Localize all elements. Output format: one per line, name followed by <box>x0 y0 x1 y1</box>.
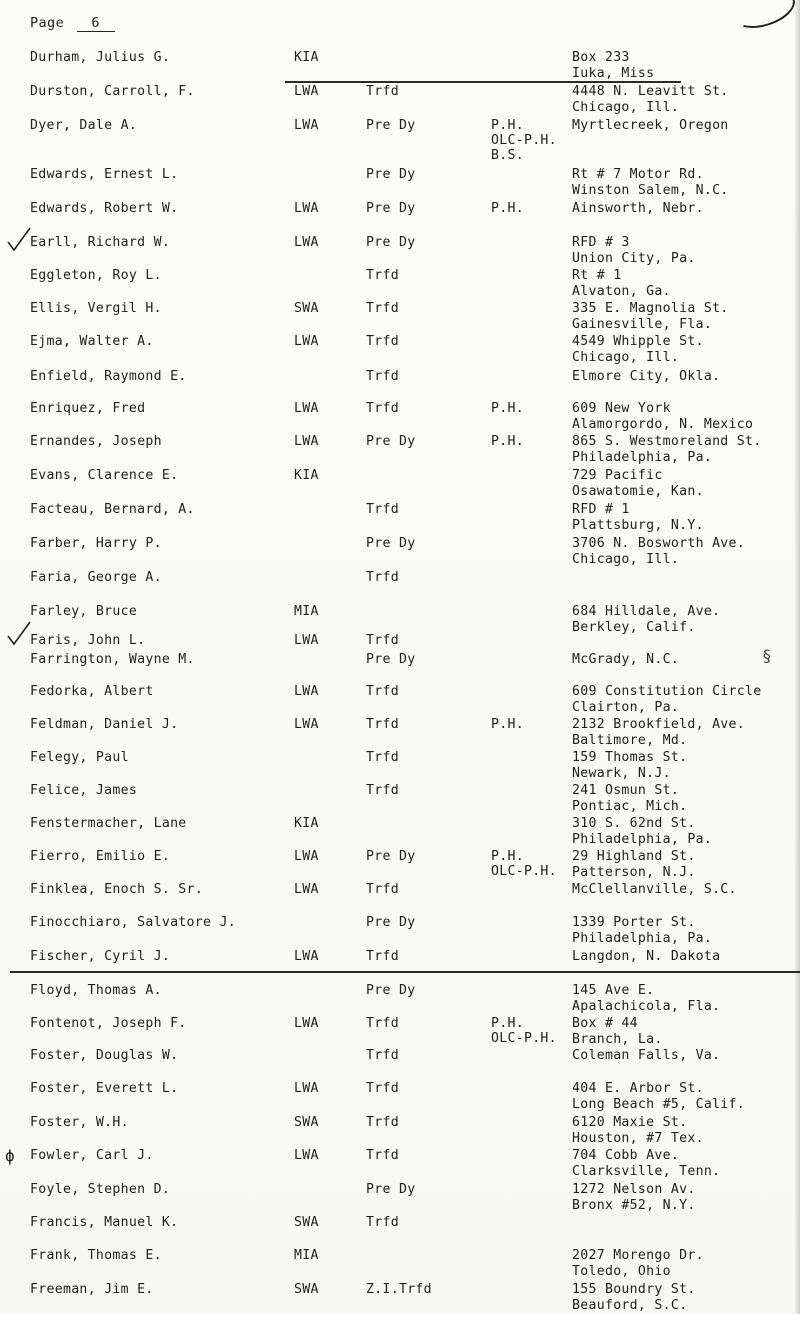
medal-entry: P.H. <box>491 849 524 864</box>
address-block <box>572 1081 745 1112</box>
address-line: 159 Thomas St. <box>572 750 688 765</box>
person-name: Foster, Douglas W. <box>30 1048 179 1063</box>
medal-entry: P.H. <box>491 1016 524 1031</box>
address-line: Newark, N.J. <box>572 765 671 781</box>
casualty-status: LWA <box>294 118 319 133</box>
address-line: Langdon, N. Dakota <box>572 949 721 964</box>
person-name: Frank, Thomas E. <box>30 1248 162 1263</box>
address-block <box>572 816 712 847</box>
disposition: Pre Dy <box>366 915 416 930</box>
person-name: Farrington, Wayne M. <box>30 652 195 667</box>
address-block <box>572 235 696 266</box>
person-name: Ernandes, Joseph <box>30 434 162 449</box>
disposition: Pre Dy <box>366 167 416 182</box>
person-name: Felice, James <box>30 783 138 798</box>
address-block <box>572 268 671 299</box>
check-icon <box>6 620 32 646</box>
address-line: 6120 Maxie St. <box>572 1115 688 1130</box>
casualty-status: MIA <box>294 604 319 619</box>
casualty-status: SWA <box>294 301 319 316</box>
address-line: Clarksville, Tenn. <box>572 1163 721 1179</box>
address-line: Box # 44 <box>572 1016 638 1031</box>
person-name: Enriquez, Fred <box>30 401 146 416</box>
table-row <box>0 334 800 374</box>
address-block <box>572 167 729 198</box>
disposition: Trfd <box>366 334 399 349</box>
address-line: RFD # 1 <box>572 502 630 517</box>
person-name: Foyle, Stephen D. <box>30 1182 171 1197</box>
address-block <box>572 983 720 1014</box>
address-block <box>572 1048 720 1064</box>
address-block <box>572 849 696 880</box>
medal-entry: OLC-P.H. <box>491 133 557 148</box>
address-block <box>572 652 679 668</box>
address-line: Iuka, Miss <box>572 65 655 81</box>
person-name: Feldman, Daniel J. <box>30 717 179 732</box>
casualty-status: LWA <box>294 401 319 416</box>
address-block <box>572 1115 704 1146</box>
page-number: 6 <box>77 15 115 32</box>
casualty-status: LWA <box>294 434 319 449</box>
casualty-status: SWA <box>294 1215 319 1230</box>
address-line: Box 233 <box>572 50 630 65</box>
address-line: Union City, Pa. <box>572 250 696 266</box>
casualty-status: LWA <box>294 949 319 964</box>
person-name: Farley, Bruce <box>30 604 138 619</box>
address-line: Rt # 7 Motor Rd. <box>572 167 704 182</box>
disposition: Trfd <box>366 502 399 517</box>
casualty-status: SWA <box>294 1115 319 1130</box>
address-block <box>572 1016 663 1047</box>
casualty-status: LWA <box>294 882 319 897</box>
address-line: Beauford, S.C. <box>572 1297 688 1313</box>
medal-entry: P.H. <box>491 118 524 133</box>
medal-list <box>491 201 524 216</box>
disposition: Trfd <box>366 84 399 99</box>
address-block <box>572 50 654 81</box>
address-line: 2132 Brookfield, Ave. <box>572 717 746 732</box>
casualty-status: LWA <box>294 849 319 864</box>
disposition: Trfd <box>366 750 399 765</box>
address-block <box>572 401 753 432</box>
address-line: 335 E. Magnolia St. <box>572 301 729 316</box>
casualty-status: KIA <box>294 816 319 831</box>
address-block <box>572 369 720 385</box>
address-line: Chicago, Ill. <box>572 551 680 567</box>
person-name: Durham, Julius G. <box>30 50 171 65</box>
person-name: Francis, Manuel K. <box>30 1215 179 1230</box>
address-line: Patterson, N.J. <box>572 864 696 880</box>
address-block <box>572 1282 696 1313</box>
casualty-status: LWA <box>294 633 319 648</box>
medal-list <box>491 717 524 732</box>
casualty-status: SWA <box>294 1282 319 1297</box>
disposition: Trfd <box>366 717 399 732</box>
margin-symbol: ϕ <box>5 1146 15 1165</box>
address-block <box>572 334 704 365</box>
ink-mark: § <box>762 646 772 665</box>
disposition: Trfd <box>366 1148 399 1163</box>
address-line: McGrady, N.C. <box>572 652 680 667</box>
address-line: 1272 Nelson Av. <box>572 1182 696 1197</box>
address-block <box>572 468 704 499</box>
person-name: Durston, Carroll, F. <box>30 84 195 99</box>
address-line: Elmore City, Okla. <box>572 369 721 384</box>
address-line: 865 S. Westmoreland St. <box>572 434 762 449</box>
person-name: Fowler, Carl J. <box>30 1148 154 1163</box>
address-block <box>572 915 712 946</box>
address-line: 4549 Whipple St. <box>572 334 704 349</box>
address-line: 704 Cobb Ave. <box>572 1148 680 1163</box>
address-line: Gainesville, Fla. <box>572 316 713 332</box>
address-line: Apalachicola, Fla. <box>572 998 721 1014</box>
person-name: Farber, Harry P. <box>30 536 162 551</box>
medal-entry: OLC-P.H. <box>491 1031 557 1046</box>
person-name: Ellis, Vergil H. <box>30 301 162 316</box>
address-line: 404 E. Arbor St. <box>572 1081 704 1096</box>
address-line: Plattsburg, N.Y. <box>572 517 704 533</box>
address-block <box>572 1182 696 1213</box>
address-line: 310 S. 62nd St. <box>572 816 696 831</box>
disposition: Pre Dy <box>366 434 416 449</box>
address-block <box>572 750 687 781</box>
medal-list <box>491 118 557 163</box>
person-name: Evans, Clarence E. <box>30 468 179 483</box>
disposition: Trfd <box>366 401 399 416</box>
address-line: 1339 Porter St. <box>572 915 696 930</box>
casualty-status: LWA <box>294 1148 319 1163</box>
address-line: Pontiac, Mich. <box>572 798 688 814</box>
person-name: Dyer, Dale A. <box>30 118 138 133</box>
disposition: Pre Dy <box>366 536 416 551</box>
address-line: Berkley, Calif. <box>572 619 696 635</box>
address-line: 684 Hilldale, Ave. <box>572 604 721 619</box>
casualty-status: LWA <box>294 201 319 216</box>
person-name: Eggleton, Roy L. <box>30 268 162 283</box>
disposition: Trfd <box>366 369 399 384</box>
address-line: Philadelphia, Pa. <box>572 831 713 847</box>
medal-entry: P.H. <box>491 401 524 416</box>
address-line: 155 Boundry St. <box>572 1282 696 1297</box>
disposition: Trfd <box>366 882 399 897</box>
medal-entry: OLC-P.H. <box>491 864 557 879</box>
address-block <box>572 684 762 715</box>
address-line: Branch, La. <box>572 1031 663 1047</box>
disposition: Z.I.Trfd <box>366 1282 432 1297</box>
person-name: Finklea, Enoch S. Sr. <box>30 882 204 897</box>
disposition: Trfd <box>366 570 399 585</box>
casualty-status: LWA <box>294 717 319 732</box>
disposition: Trfd <box>366 783 399 798</box>
address-line: 3706 N. Bosworth Ave. <box>572 536 746 551</box>
person-name: Floyd, Thomas A. <box>30 983 162 998</box>
address-line: Houston, #7 Tex. <box>572 1130 704 1146</box>
disposition: Pre Dy <box>366 983 416 998</box>
table-row <box>0 118 800 163</box>
address-line: RFD # 3 <box>572 235 630 250</box>
address-line: Myrtlecreek, Oregon <box>572 118 729 133</box>
address-line: Philadelphia, Pa. <box>572 449 713 465</box>
address-block <box>572 84 729 115</box>
disposition: Trfd <box>366 1115 399 1130</box>
address-block <box>572 434 762 465</box>
person-name: Finocchiaro, Salvatore J. <box>30 915 236 930</box>
medal-entry: P.H. <box>491 717 524 732</box>
address-block <box>572 1148 720 1179</box>
person-name: Fischer, Cyril J. <box>30 949 171 964</box>
medal-entry: P.H. <box>491 434 524 449</box>
person-name: Foster, W.H. <box>30 1115 129 1130</box>
disposition: Pre Dy <box>366 652 416 667</box>
address-line: 29 Highland St. <box>572 849 696 864</box>
address-block <box>572 717 745 748</box>
medal-list <box>491 401 524 416</box>
person-name: Fontenot, Joseph F. <box>30 1016 187 1031</box>
person-name: Ejma, Walter A. <box>30 334 154 349</box>
casualty-status: MIA <box>294 1248 319 1263</box>
casualty-status: LWA <box>294 235 319 250</box>
address-block <box>572 783 687 814</box>
medal-list <box>491 849 557 879</box>
medal-list <box>491 1016 557 1046</box>
person-name: Faris, John L. <box>30 633 146 648</box>
address-line: Clairton, Pa. <box>572 699 680 715</box>
person-name: Fedorka, Albert <box>30 684 154 699</box>
address-line: Philadelphia, Pa. <box>572 930 713 946</box>
address-block <box>572 301 729 332</box>
address-line: Osawatomie, Kan. <box>572 483 704 499</box>
medal-entry: P.H. <box>491 201 524 216</box>
address-line: McClellanville, S.C. <box>572 882 737 897</box>
address-line: 241 Osmun St. <box>572 783 680 798</box>
address-line: 609 Constitution Circle <box>572 684 762 699</box>
disposition: Trfd <box>366 1081 399 1096</box>
address-line: Rt # 1 <box>572 268 622 283</box>
address-line: Alvaton, Ga. <box>572 283 671 299</box>
person-name: Foster, Everett L. <box>30 1081 179 1096</box>
disposition: Pre Dy <box>366 235 416 250</box>
disposition: Trfd <box>366 633 399 648</box>
address-line: Chicago, Ill. <box>572 99 680 115</box>
person-name: Fenstermacher, Lane <box>30 816 187 831</box>
person-name: Fierro, Emilio E. <box>30 849 171 864</box>
casualty-status: LWA <box>294 84 319 99</box>
address-block <box>572 118 729 134</box>
disposition: Pre Dy <box>366 849 416 864</box>
address-line: Toledo, Ohio <box>572 1263 671 1279</box>
address-block <box>572 949 720 965</box>
address-line: Coleman Falls, Va. <box>572 1048 721 1063</box>
disposition: Pre Dy <box>366 1182 416 1197</box>
person-name: Felegy, Paul <box>30 750 129 765</box>
check-icon <box>6 226 32 252</box>
address-line: 729 Pacific <box>572 468 663 483</box>
casualty-status: LWA <box>294 334 319 349</box>
casualty-status: KIA <box>294 50 319 65</box>
disposition: Trfd <box>366 949 399 964</box>
person-name: Freeman, Jim E. <box>30 1282 154 1297</box>
address-line: 2027 Morengo Dr. <box>572 1248 704 1263</box>
person-name: Faria, George A. <box>30 570 162 585</box>
address-block <box>572 502 704 533</box>
table-row <box>0 1282 800 1322</box>
person-name: Facteau, Bernard, A. <box>30 502 195 517</box>
address-line: 609 New York <box>572 401 671 416</box>
casualty-status: LWA <box>294 1016 319 1031</box>
disposition: Pre Dy <box>366 201 416 216</box>
address-line: Winston Salem, N.C. <box>572 182 729 198</box>
disposition: Trfd <box>366 684 399 699</box>
address-line: Baltimore, Md. <box>572 732 688 748</box>
casualty-status: LWA <box>294 684 319 699</box>
medal-list <box>491 434 524 449</box>
casualty-status: LWA <box>294 1081 319 1096</box>
medal-entry: B.S. <box>491 148 524 163</box>
person-name: Edwards, Ernest L. <box>30 167 179 182</box>
casualty-status: KIA <box>294 468 319 483</box>
disposition: Trfd <box>366 1215 399 1230</box>
person-name: Enfield, Raymond E. <box>30 369 187 384</box>
address-block <box>572 536 745 567</box>
disposition: Trfd <box>366 268 399 283</box>
disposition: Pre Dy <box>366 118 416 133</box>
page-label-text: Page <box>30 15 65 31</box>
address-block <box>572 604 720 635</box>
address-line: Long Beach #5, Calif. <box>572 1096 746 1112</box>
address-block <box>572 1248 704 1279</box>
address-block <box>572 882 737 898</box>
address-line: Ainsworth, Nebr. <box>572 201 704 216</box>
address-line: Alamorgordo, N. Mexico <box>572 416 754 432</box>
address-line: 4448 N. Leavitt St. <box>572 84 729 99</box>
address-block <box>572 201 704 217</box>
disposition: Trfd <box>366 1048 399 1063</box>
disposition: Trfd <box>366 1016 399 1031</box>
person-name: Edwards, Robert W. <box>30 201 179 216</box>
address-line: Bronx #52, N.Y. <box>572 1197 696 1213</box>
disposition: Trfd <box>366 301 399 316</box>
address-line: 145 Ave E. <box>572 983 655 998</box>
address-line: Chicago, Ill. <box>572 349 680 365</box>
person-name: Earll, Richard W. <box>30 235 171 250</box>
